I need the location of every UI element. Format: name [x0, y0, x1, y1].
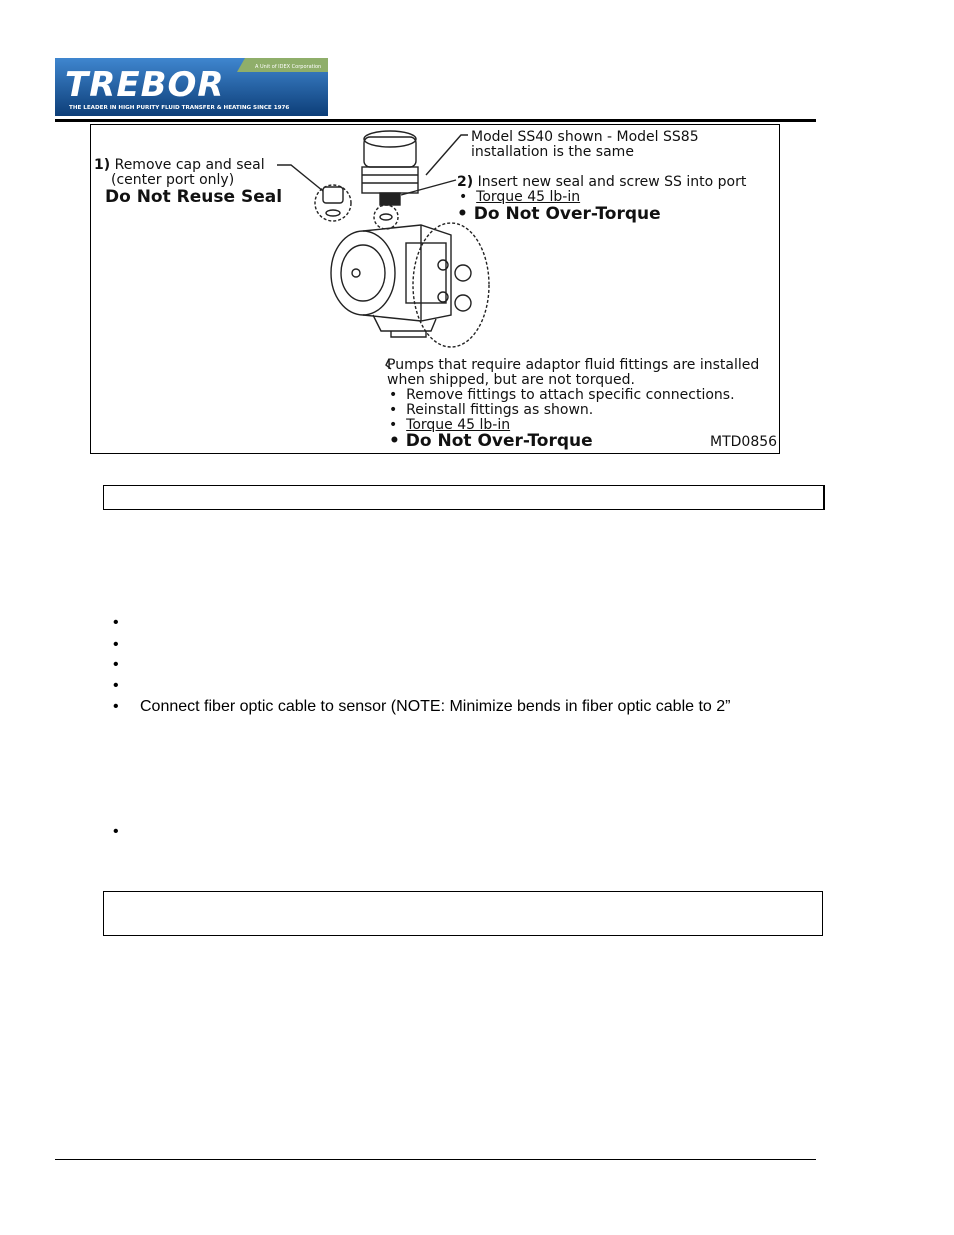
fittings-b1-text: Remove fittings to attach specific connections.: [406, 387, 735, 403]
bullet-glyph: •: [389, 402, 398, 418]
fittings-bullet1: [389, 388, 735, 403]
bullet-4: •: [113, 677, 119, 694]
logo-tagline: THE LEADER IN HIGH PURITY FLUID TRANSFER & HEATING SINCE 1976: [69, 105, 290, 111]
figure-code: MTD0856: [710, 434, 778, 450]
step2-line: [457, 175, 746, 190]
fittings-line2: when shipped, but are not torqued.: [387, 372, 635, 388]
logo-wordmark: TREBOR: [65, 65, 225, 105]
step1-line2: (center port only): [111, 172, 235, 188]
bullet-glyph: •: [389, 431, 400, 451]
trebor-logo: [55, 58, 328, 116]
empty-box-top: [103, 485, 825, 510]
step2-torque: Torque 45 lb-in: [476, 189, 581, 205]
header-rule: [55, 119, 816, 122]
bullet-glyph: •: [389, 417, 398, 433]
bullet-2: •: [113, 636, 119, 653]
bullet-glyph: •: [459, 189, 468, 205]
fittings-torque: Torque 45 lb-in: [406, 417, 511, 433]
step2-warning: Do Not Over-Torque: [473, 204, 661, 224]
model-line2: installation is the same: [471, 144, 634, 160]
bullet-3: •: [113, 656, 119, 673]
footer-rule: [55, 1159, 816, 1160]
fiber-optic-instruction: Connect fiber optic cable to sensor (NOTE: Minimize bends in fiber optic cable to 2”: [140, 698, 731, 715]
step2-text: Insert new seal and screw SS into port: [477, 174, 747, 190]
fittings-b2-text: Reinstall fittings as shown.: [406, 402, 594, 418]
bullet-5: •: [113, 698, 119, 715]
fittings-warning: Do Not Over-Torque: [405, 431, 593, 451]
step1-number: 1): [94, 157, 111, 173]
step2-torque-line: [459, 190, 580, 205]
step1-text: Remove cap and seal: [114, 157, 265, 173]
bullet-6: •: [113, 823, 119, 840]
installation-figure: [90, 124, 780, 454]
fittings-line1: Pumps that require adaptor fluid fittings are installed: [387, 357, 760, 373]
step1-line1: [94, 158, 265, 173]
fittings-bullet4: [389, 432, 593, 450]
bullet-glyph: •: [389, 387, 398, 403]
bullet-glyph: •: [457, 204, 468, 224]
step2-number: 2): [457, 174, 474, 190]
step1-warning: Do Not Reuse Seal: [105, 187, 283, 207]
bullet-1: •: [113, 614, 119, 631]
fittings-bullet2: [389, 403, 593, 418]
step2-warning-line: [457, 205, 661, 223]
empty-box-bottom: [103, 891, 823, 936]
logo-badge: A Unit of IDEX Corporation: [255, 64, 322, 70]
model-line1: Model SS40 shown - Model SS85: [471, 129, 699, 145]
